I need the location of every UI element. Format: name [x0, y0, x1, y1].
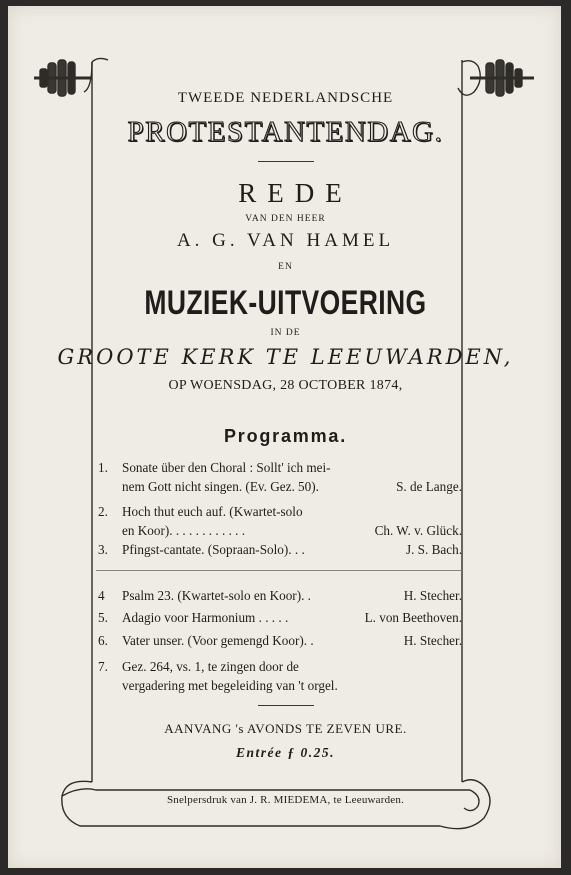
item-text: Sonate über den Choral : Sollt' ich mei- [122, 460, 331, 475]
composer: S. de Lange. [396, 479, 462, 494]
item-number: 1. [98, 460, 108, 475]
item-text: en Koor). . . . . . . . . . . . [122, 523, 246, 538]
item-number: 5. [98, 610, 108, 625]
speaker-name: A. G. VAN HAMEL [176, 230, 395, 251]
item-text: Psalm 23. (Kwartet-solo en Koor). . [122, 588, 311, 603]
header-title: PROTESTANTENDAG. [127, 116, 444, 148]
composer: H. Stecher. [403, 633, 462, 648]
item-text: nem Gott nicht singen. (Ev. Gez. 50). [122, 479, 319, 494]
item-text: Gez. 264, vs. 1, te zingen door de [122, 659, 299, 674]
event-date: OP WOENSDAG, 28 OCTOBER 1874, [168, 378, 403, 393]
venue: GROOTE KERK TE LEEUWARDEN, [57, 345, 514, 369]
item-text: vergadering met begeleiding van 't orgel. [122, 678, 338, 693]
item-text: Adagio voor Harmonium . . . . . [122, 610, 289, 625]
composer: J. S. Bach. [405, 542, 462, 557]
in-label: IN DE [270, 328, 301, 338]
header-line-1: TWEEDE NEDERLANDSCHE [177, 90, 394, 106]
section-divider [96, 570, 462, 571]
item-number: 7. [98, 659, 108, 674]
item-text: Hoch thut euch auf. (Kwartet-solo [122, 504, 303, 519]
item-number: 4 [98, 588, 105, 603]
item-number: 3. [98, 542, 108, 557]
entry-fee: Entrée ƒ 0.25. [235, 745, 335, 760]
lecture-title: REDE [238, 178, 353, 208]
programme-heading: Programma. [223, 426, 348, 446]
composer: Ch. W. v. Glück. [374, 523, 462, 538]
item-text: Pfingst-cantate. (Sopraan-Solo). . . [122, 542, 305, 557]
composer: L. von Beethoven. [364, 610, 462, 625]
divider [258, 705, 314, 706]
item-text: Vater unser. (Voor gemengd Koor). . [122, 633, 314, 648]
printer-credit: Snelpersdruk van J. R. MIEDEMA, te Leeuwarden. [166, 794, 405, 806]
performance-title: MUZIEK-UITVOERING [144, 284, 427, 322]
lecture-by: VAN DEN HEER [245, 214, 326, 224]
and-label: EN [278, 262, 293, 272]
start-time: AANVANG 's AVONDS TE ZEVEN URE. [164, 721, 407, 736]
divider [258, 161, 314, 162]
item-number: 2. [98, 504, 108, 519]
composer: H. Stecher. [403, 588, 462, 603]
item-number: 6. [98, 633, 108, 648]
